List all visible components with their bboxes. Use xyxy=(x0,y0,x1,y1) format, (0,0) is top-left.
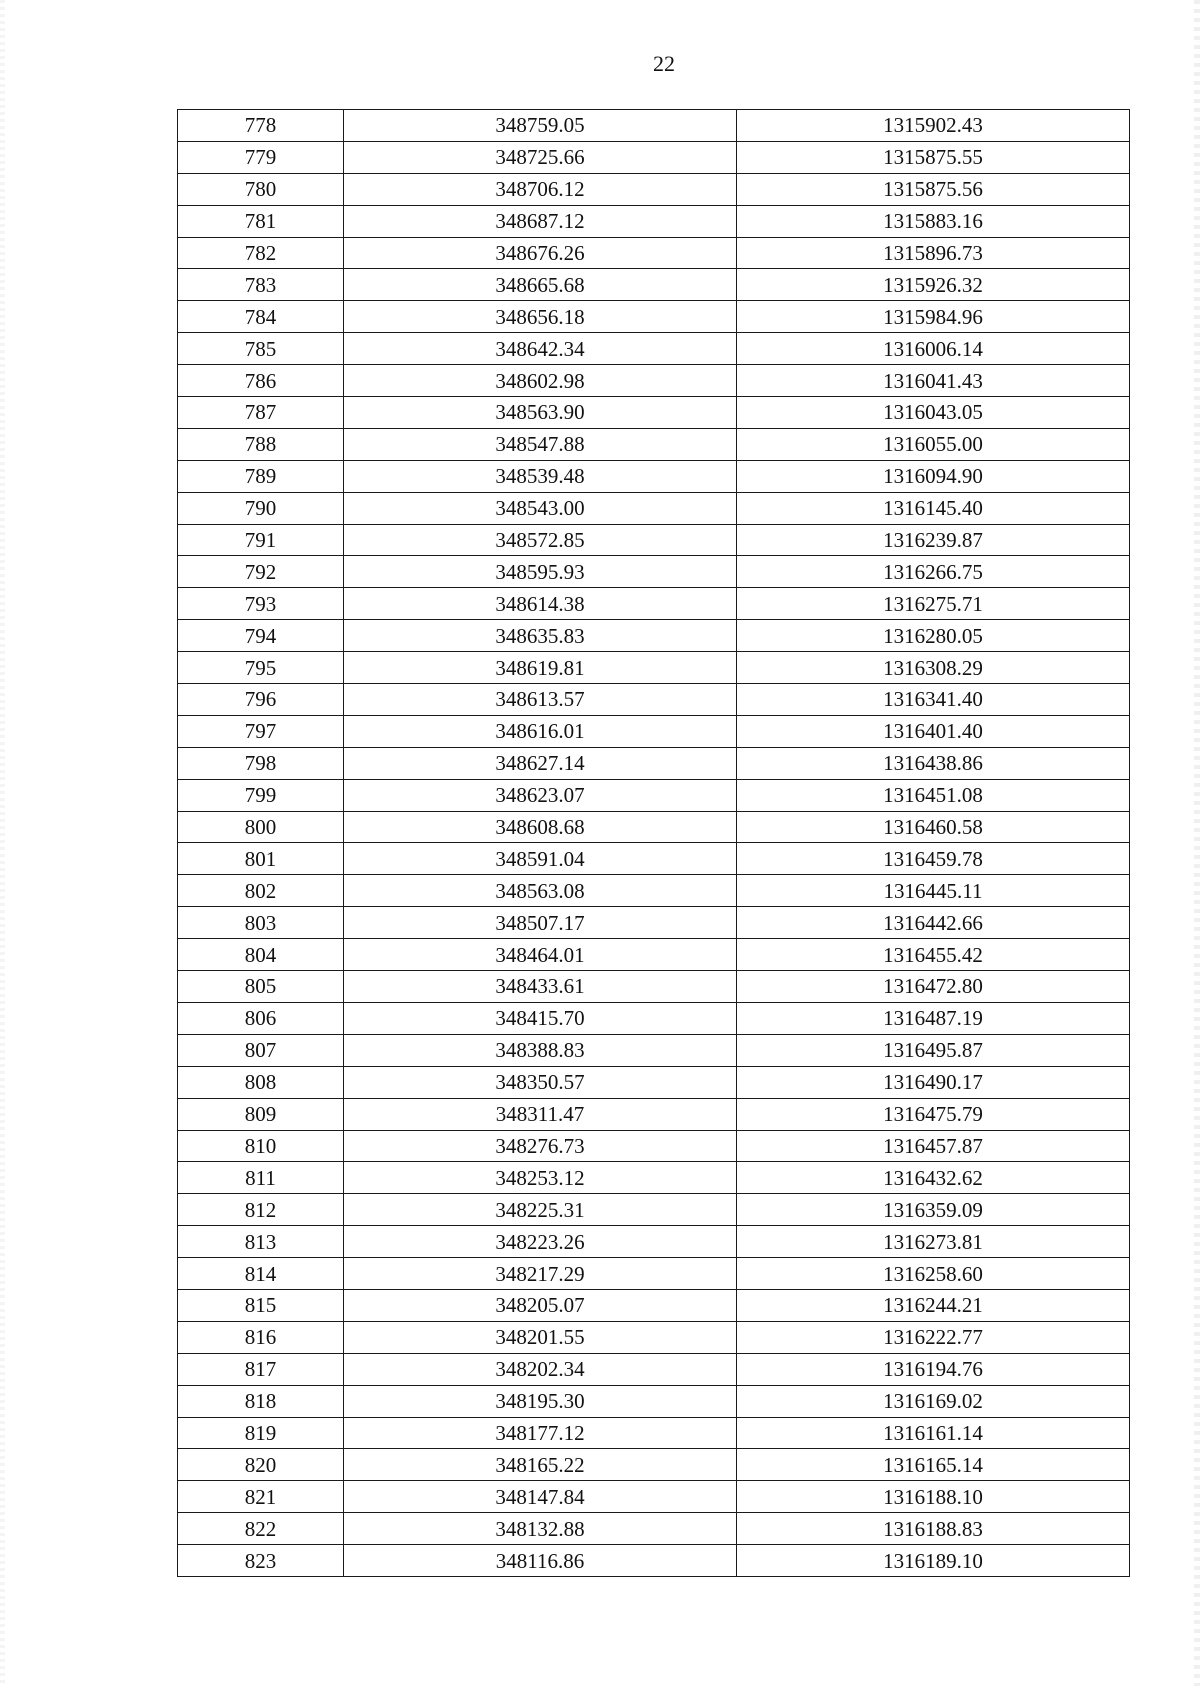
table-row xyxy=(178,971,1130,1003)
table-row xyxy=(178,1098,1130,1130)
x-coordinate-cell: 348205.07 xyxy=(344,1289,737,1321)
table-row xyxy=(178,907,1130,939)
x-coordinate-cell: 348619.81 xyxy=(344,652,737,684)
x-coordinate-cell: 348547.88 xyxy=(344,428,737,460)
x-coordinate-cell: 348608.68 xyxy=(344,811,737,843)
y-coordinate-cell: 1315896.73 xyxy=(737,237,1130,269)
x-coordinate-cell: 348388.83 xyxy=(344,1034,737,1066)
table-row xyxy=(178,269,1130,301)
point-number-cell: 804 xyxy=(178,939,344,971)
point-number-cell: 785 xyxy=(178,333,344,365)
point-number-cell: 806 xyxy=(178,1002,344,1034)
x-coordinate-cell: 348177.12 xyxy=(344,1417,737,1449)
x-coordinate-cell: 348195.30 xyxy=(344,1385,737,1417)
point-number-cell: 781 xyxy=(178,205,344,237)
y-coordinate-cell: 1316266.75 xyxy=(737,556,1130,588)
y-coordinate-cell: 1316460.58 xyxy=(737,811,1130,843)
point-number-cell: 789 xyxy=(178,460,344,492)
point-number-cell: 815 xyxy=(178,1289,344,1321)
point-number-cell: 799 xyxy=(178,779,344,811)
x-coordinate-cell: 348613.57 xyxy=(344,684,737,716)
table-row xyxy=(178,1226,1130,1258)
table-row xyxy=(178,588,1130,620)
x-coordinate-cell: 348253.12 xyxy=(344,1162,737,1194)
y-coordinate-cell: 1316475.79 xyxy=(737,1098,1130,1130)
table-row xyxy=(178,939,1130,971)
point-number-cell: 797 xyxy=(178,715,344,747)
x-coordinate-cell: 348602.98 xyxy=(344,365,737,397)
scan-edge-right xyxy=(1194,0,1200,1686)
table-row xyxy=(178,875,1130,907)
x-coordinate-cell: 348616.01 xyxy=(344,715,737,747)
y-coordinate-cell: 1316432.62 xyxy=(737,1162,1130,1194)
x-coordinate-cell: 348642.34 xyxy=(344,333,737,365)
point-number-cell: 784 xyxy=(178,301,344,333)
y-coordinate-cell: 1316359.09 xyxy=(737,1194,1130,1226)
y-coordinate-cell: 1316457.87 xyxy=(737,1130,1130,1162)
y-coordinate-cell: 1316487.19 xyxy=(737,1002,1130,1034)
table-row xyxy=(178,1289,1130,1321)
table-row xyxy=(178,173,1130,205)
y-coordinate-cell: 1316188.83 xyxy=(737,1513,1130,1545)
y-coordinate-cell: 1316401.40 xyxy=(737,715,1130,747)
point-number-cell: 782 xyxy=(178,237,344,269)
x-coordinate-cell: 348635.83 xyxy=(344,620,737,652)
x-coordinate-cell: 348595.93 xyxy=(344,556,737,588)
x-coordinate-cell: 348623.07 xyxy=(344,779,737,811)
point-number-cell: 793 xyxy=(178,588,344,620)
x-coordinate-cell: 348539.48 xyxy=(344,460,737,492)
point-number-cell: 805 xyxy=(178,971,344,1003)
y-coordinate-cell: 1315984.96 xyxy=(737,301,1130,333)
table-row xyxy=(178,556,1130,588)
table-row xyxy=(178,1385,1130,1417)
y-coordinate-cell: 1316280.05 xyxy=(737,620,1130,652)
point-number-cell: 778 xyxy=(178,110,344,142)
y-coordinate-cell: 1316459.78 xyxy=(737,843,1130,875)
x-coordinate-cell: 348165.22 xyxy=(344,1449,737,1481)
table-row xyxy=(178,333,1130,365)
y-coordinate-cell: 1316472.80 xyxy=(737,971,1130,1003)
table-row xyxy=(178,1034,1130,1066)
x-coordinate-cell: 348563.90 xyxy=(344,397,737,429)
x-coordinate-cell: 348725.66 xyxy=(344,141,737,173)
y-coordinate-cell: 1316239.87 xyxy=(737,524,1130,556)
point-number-cell: 794 xyxy=(178,620,344,652)
point-number-cell: 823 xyxy=(178,1545,344,1577)
table-row xyxy=(178,397,1130,429)
table-row xyxy=(178,843,1130,875)
table-row xyxy=(178,301,1130,333)
table-row xyxy=(178,205,1130,237)
x-coordinate-cell: 348507.17 xyxy=(344,907,737,939)
x-coordinate-cell: 348759.05 xyxy=(344,110,737,142)
y-coordinate-cell: 1316490.17 xyxy=(737,1066,1130,1098)
point-number-cell: 813 xyxy=(178,1226,344,1258)
x-coordinate-cell: 348627.14 xyxy=(344,747,737,779)
x-coordinate-cell: 348687.12 xyxy=(344,205,737,237)
x-coordinate-cell: 348563.08 xyxy=(344,875,737,907)
y-coordinate-cell: 1316341.40 xyxy=(737,684,1130,716)
x-coordinate-cell: 348433.61 xyxy=(344,971,737,1003)
x-coordinate-cell: 348415.70 xyxy=(344,1002,737,1034)
y-coordinate-cell: 1316445.11 xyxy=(737,875,1130,907)
table-row xyxy=(178,779,1130,811)
x-coordinate-cell: 348572.85 xyxy=(344,524,737,556)
x-coordinate-cell: 348676.26 xyxy=(344,237,737,269)
table-row xyxy=(178,1002,1130,1034)
y-coordinate-cell: 1316442.66 xyxy=(737,907,1130,939)
table-row xyxy=(178,460,1130,492)
point-number-cell: 810 xyxy=(178,1130,344,1162)
x-coordinate-cell: 348223.26 xyxy=(344,1226,737,1258)
coordinate-table xyxy=(177,109,1130,1577)
x-coordinate-cell: 348543.00 xyxy=(344,492,737,524)
point-number-cell: 814 xyxy=(178,1258,344,1290)
y-coordinate-cell: 1316188.10 xyxy=(737,1481,1130,1513)
y-coordinate-cell: 1315875.55 xyxy=(737,141,1130,173)
x-coordinate-cell: 348591.04 xyxy=(344,843,737,875)
x-coordinate-cell: 348201.55 xyxy=(344,1321,737,1353)
point-number-cell: 816 xyxy=(178,1321,344,1353)
y-coordinate-cell: 1316189.10 xyxy=(737,1545,1130,1577)
x-coordinate-cell: 348311.47 xyxy=(344,1098,737,1130)
y-coordinate-cell: 1316161.14 xyxy=(737,1417,1130,1449)
table-row xyxy=(178,524,1130,556)
y-coordinate-cell: 1316145.40 xyxy=(737,492,1130,524)
point-number-cell: 787 xyxy=(178,397,344,429)
coordinate-table-body xyxy=(178,110,1130,1577)
x-coordinate-cell: 348464.01 xyxy=(344,939,737,971)
point-number-cell: 807 xyxy=(178,1034,344,1066)
point-number-cell: 808 xyxy=(178,1066,344,1098)
y-coordinate-cell: 1316451.08 xyxy=(737,779,1130,811)
table-row xyxy=(178,1162,1130,1194)
point-number-cell: 819 xyxy=(178,1417,344,1449)
y-coordinate-cell: 1316495.87 xyxy=(737,1034,1130,1066)
table-row xyxy=(178,1545,1130,1577)
y-coordinate-cell: 1316273.81 xyxy=(737,1226,1130,1258)
x-coordinate-cell: 348276.73 xyxy=(344,1130,737,1162)
point-number-cell: 792 xyxy=(178,556,344,588)
table-row xyxy=(178,811,1130,843)
y-coordinate-cell: 1316455.42 xyxy=(737,939,1130,971)
point-number-cell: 800 xyxy=(178,811,344,843)
y-coordinate-cell: 1315875.56 xyxy=(737,173,1130,205)
point-number-cell: 795 xyxy=(178,652,344,684)
point-number-cell: 798 xyxy=(178,747,344,779)
table-row xyxy=(178,110,1130,142)
y-coordinate-cell: 1316194.76 xyxy=(737,1353,1130,1385)
point-number-cell: 796 xyxy=(178,684,344,716)
y-coordinate-cell: 1316275.71 xyxy=(737,588,1130,620)
y-coordinate-cell: 1316006.14 xyxy=(737,333,1130,365)
table-row xyxy=(178,1194,1130,1226)
x-coordinate-cell: 348132.88 xyxy=(344,1513,737,1545)
point-number-cell: 779 xyxy=(178,141,344,173)
table-row xyxy=(178,652,1130,684)
table-row xyxy=(178,1481,1130,1513)
y-coordinate-cell: 1316438.86 xyxy=(737,747,1130,779)
table-row xyxy=(178,492,1130,524)
point-number-cell: 788 xyxy=(178,428,344,460)
point-number-cell: 790 xyxy=(178,492,344,524)
y-coordinate-cell: 1316043.05 xyxy=(737,397,1130,429)
point-number-cell: 803 xyxy=(178,907,344,939)
y-coordinate-cell: 1316165.14 xyxy=(737,1449,1130,1481)
point-number-cell: 818 xyxy=(178,1385,344,1417)
x-coordinate-cell: 348706.12 xyxy=(344,173,737,205)
x-coordinate-cell: 348116.86 xyxy=(344,1545,737,1577)
y-coordinate-cell: 1315926.32 xyxy=(737,269,1130,301)
point-number-cell: 786 xyxy=(178,365,344,397)
x-coordinate-cell: 348202.34 xyxy=(344,1353,737,1385)
x-coordinate-cell: 348147.84 xyxy=(344,1481,737,1513)
table-row xyxy=(178,1353,1130,1385)
table-row xyxy=(178,1066,1130,1098)
point-number-cell: 811 xyxy=(178,1162,344,1194)
x-coordinate-cell: 348656.18 xyxy=(344,301,737,333)
table-row xyxy=(178,1321,1130,1353)
point-number-cell: 780 xyxy=(178,173,344,205)
x-coordinate-cell: 348614.38 xyxy=(344,588,737,620)
point-number-cell: 812 xyxy=(178,1194,344,1226)
y-coordinate-cell: 1316308.29 xyxy=(737,652,1130,684)
y-coordinate-cell: 1316244.21 xyxy=(737,1289,1130,1321)
table-row xyxy=(178,141,1130,173)
x-coordinate-cell: 348350.57 xyxy=(344,1066,737,1098)
y-coordinate-cell: 1316094.90 xyxy=(737,460,1130,492)
table-row xyxy=(178,747,1130,779)
y-coordinate-cell: 1316041.43 xyxy=(737,365,1130,397)
table-row xyxy=(178,237,1130,269)
table-row xyxy=(178,1513,1130,1545)
y-coordinate-cell: 1316169.02 xyxy=(737,1385,1130,1417)
point-number-cell: 809 xyxy=(178,1098,344,1130)
point-number-cell: 822 xyxy=(178,1513,344,1545)
x-coordinate-cell: 348665.68 xyxy=(344,269,737,301)
y-coordinate-cell: 1316055.00 xyxy=(737,428,1130,460)
table-row xyxy=(178,365,1130,397)
table-row xyxy=(178,715,1130,747)
table-row xyxy=(178,1449,1130,1481)
scan-edge-left xyxy=(0,0,5,1686)
point-number-cell: 817 xyxy=(178,1353,344,1385)
point-number-cell: 802 xyxy=(178,875,344,907)
y-coordinate-cell: 1316258.60 xyxy=(737,1258,1130,1290)
point-number-cell: 783 xyxy=(178,269,344,301)
point-number-cell: 801 xyxy=(178,843,344,875)
y-coordinate-cell: 1315883.16 xyxy=(737,205,1130,237)
table-row xyxy=(178,1130,1130,1162)
table-row xyxy=(178,684,1130,716)
x-coordinate-cell: 348217.29 xyxy=(344,1258,737,1290)
y-coordinate-cell: 1316222.77 xyxy=(737,1321,1130,1353)
point-number-cell: 791 xyxy=(178,524,344,556)
page-number: 22 xyxy=(653,51,675,76)
y-coordinate-cell: 1315902.43 xyxy=(737,110,1130,142)
point-number-cell: 820 xyxy=(178,1449,344,1481)
table-row xyxy=(178,1258,1130,1290)
x-coordinate-cell: 348225.31 xyxy=(344,1194,737,1226)
table-row xyxy=(178,620,1130,652)
table-row xyxy=(178,428,1130,460)
table-row xyxy=(178,1417,1130,1449)
point-number-cell: 821 xyxy=(178,1481,344,1513)
